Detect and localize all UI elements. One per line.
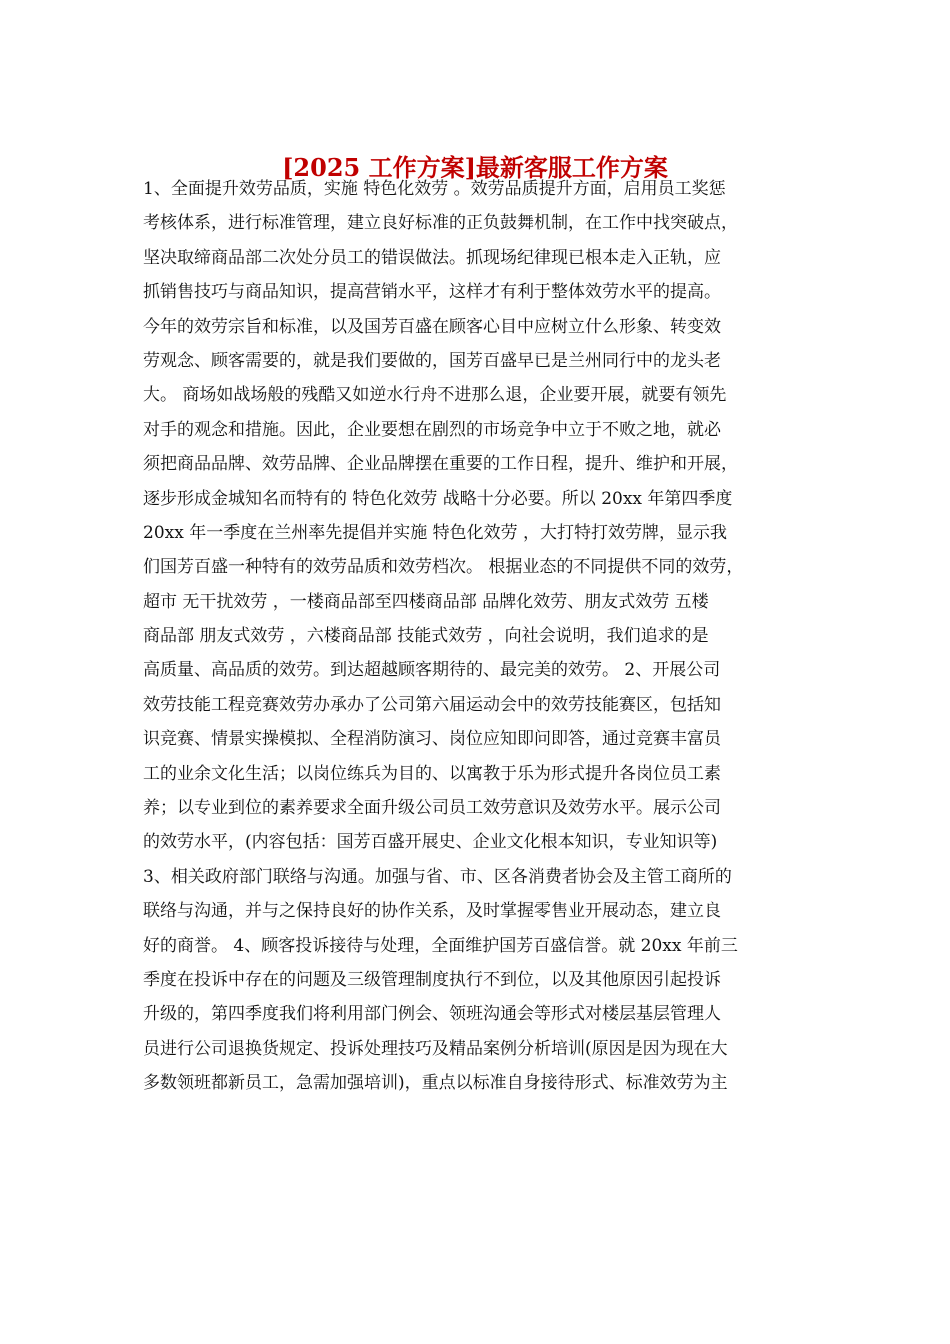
body-line: 坚决取缔商品部二次处分员工的错误做法。抓现场纪律现已根本走入正轨，应 [143,247,721,268]
body-line: 季度在投诉中存在的问题及三级管理制度执行不到位，以及其他原因引起投诉 [143,969,721,990]
body-line: 们国芳百盛一种特有的效劳品质和效劳档次。 根据业态的不同提供不同的效劳， [143,557,744,578]
body-line: 1、全面提升效劳品质，实施 特色化效劳 。效劳品质提升方面，启用员工奖惩 [143,179,726,199]
body-line: 对手的观念和措施。因此，企业要想在剧烈的市场竞争中立于不败之地，就必 [143,419,721,440]
body-line: 好的商誉。 4、顾客投诉接待与处理，全面维护国芳百盛信誉。就 20xx 年前三 [143,935,738,956]
body-line: 养；以专业到位的素养要求全面升级公司员工效劳意识及效劳水平。展示公司 [143,798,721,819]
body-line: 20xx 年一季度在兰州率先提倡并实施 特色化效劳 ，大打特打效劳牌，显示我 [143,522,728,543]
body-line: 超市 无干扰效劳 ，一楼商品部至四楼商品部 品牌化效劳、朋友式效劳 五楼 [143,591,709,612]
body-line: 商品部 朋友式效劳 ，六楼商品部 技能式效劳 ，向社会说明，我们追求的是 [143,626,709,647]
body-line: 员进行公司退换货规定、投诉处理技巧及精品案例分析培训(原因是因为现在大 [143,1038,728,1059]
body-line: 升级的，第四季度我们将利用部门例会、领班沟通会等形式对楼层基层管理人 [143,1004,721,1025]
body-line: 劳观念、顾客需要的，就是我们要做的，国芳百盛早已是兰州同行中的龙头老 [143,350,721,371]
body-line: 考核体系，进行标准管理，建立良好标准的正负鼓舞机制，在工作中找突破点， [143,213,738,234]
body-line: 须把商品品牌、效劳品牌、企业品牌摆在重要的工作日程，提升、维护和开展， [143,454,738,475]
body-line: 联络与沟通，并与之保持良好的协作关系，及时掌握零售业开展动态，建立良 [143,901,721,922]
document-title: [2025 工作方案]最新客服工作方案 [282,153,668,182]
body-line: 的效劳水平，(内容包括：国芳百盛开展史、企业文化根本知识，专业知识等) [143,832,718,853]
body-line: 多数领班都新员工，急需加强培训)，重点以标准自身接待形式、标准效劳为主 [143,1073,728,1094]
body-line: 工的业余文化生活；以岗位练兵为目的、以寓教于乐为形式提升各岗位员工素 [143,763,721,784]
body-line: 效劳技能工程竞赛效劳办承办了公司第六届运动会中的效劳技能赛区，包括知 [143,694,721,715]
document-body [143,172,823,1101]
body-line: 逐步形成金城知名而特有的 特色化效劳 战略十分必要。所以 20xx 年第四季度 [143,488,733,509]
body-line: 识竞赛、情景实操模拟、全程消防演习、岗位应知即问即答，通过竞赛丰富员 [143,729,721,750]
body-line: 高质量、高品质的效劳。到达超越顾客期待的、最完美的效劳。 2、开展公司 [143,660,721,681]
body-line: 抓销售技巧与商品知识，提高营销水平，这样才有利于整体效劳水平的提高。 [143,282,721,303]
body-line: 大。 商场如战场般的残酷又如逆水行舟不进那么退，企业要开展，就要有领先 [143,385,727,406]
body-line: 今年的效劳宗旨和标准，以及国芳百盛在顾客心目中应树立什么形象、转变效 [143,316,721,337]
body-line: 3、相关政府部门联络与沟通。加强与省、市、区各消费者协会及主管工商所的 [143,866,732,887]
